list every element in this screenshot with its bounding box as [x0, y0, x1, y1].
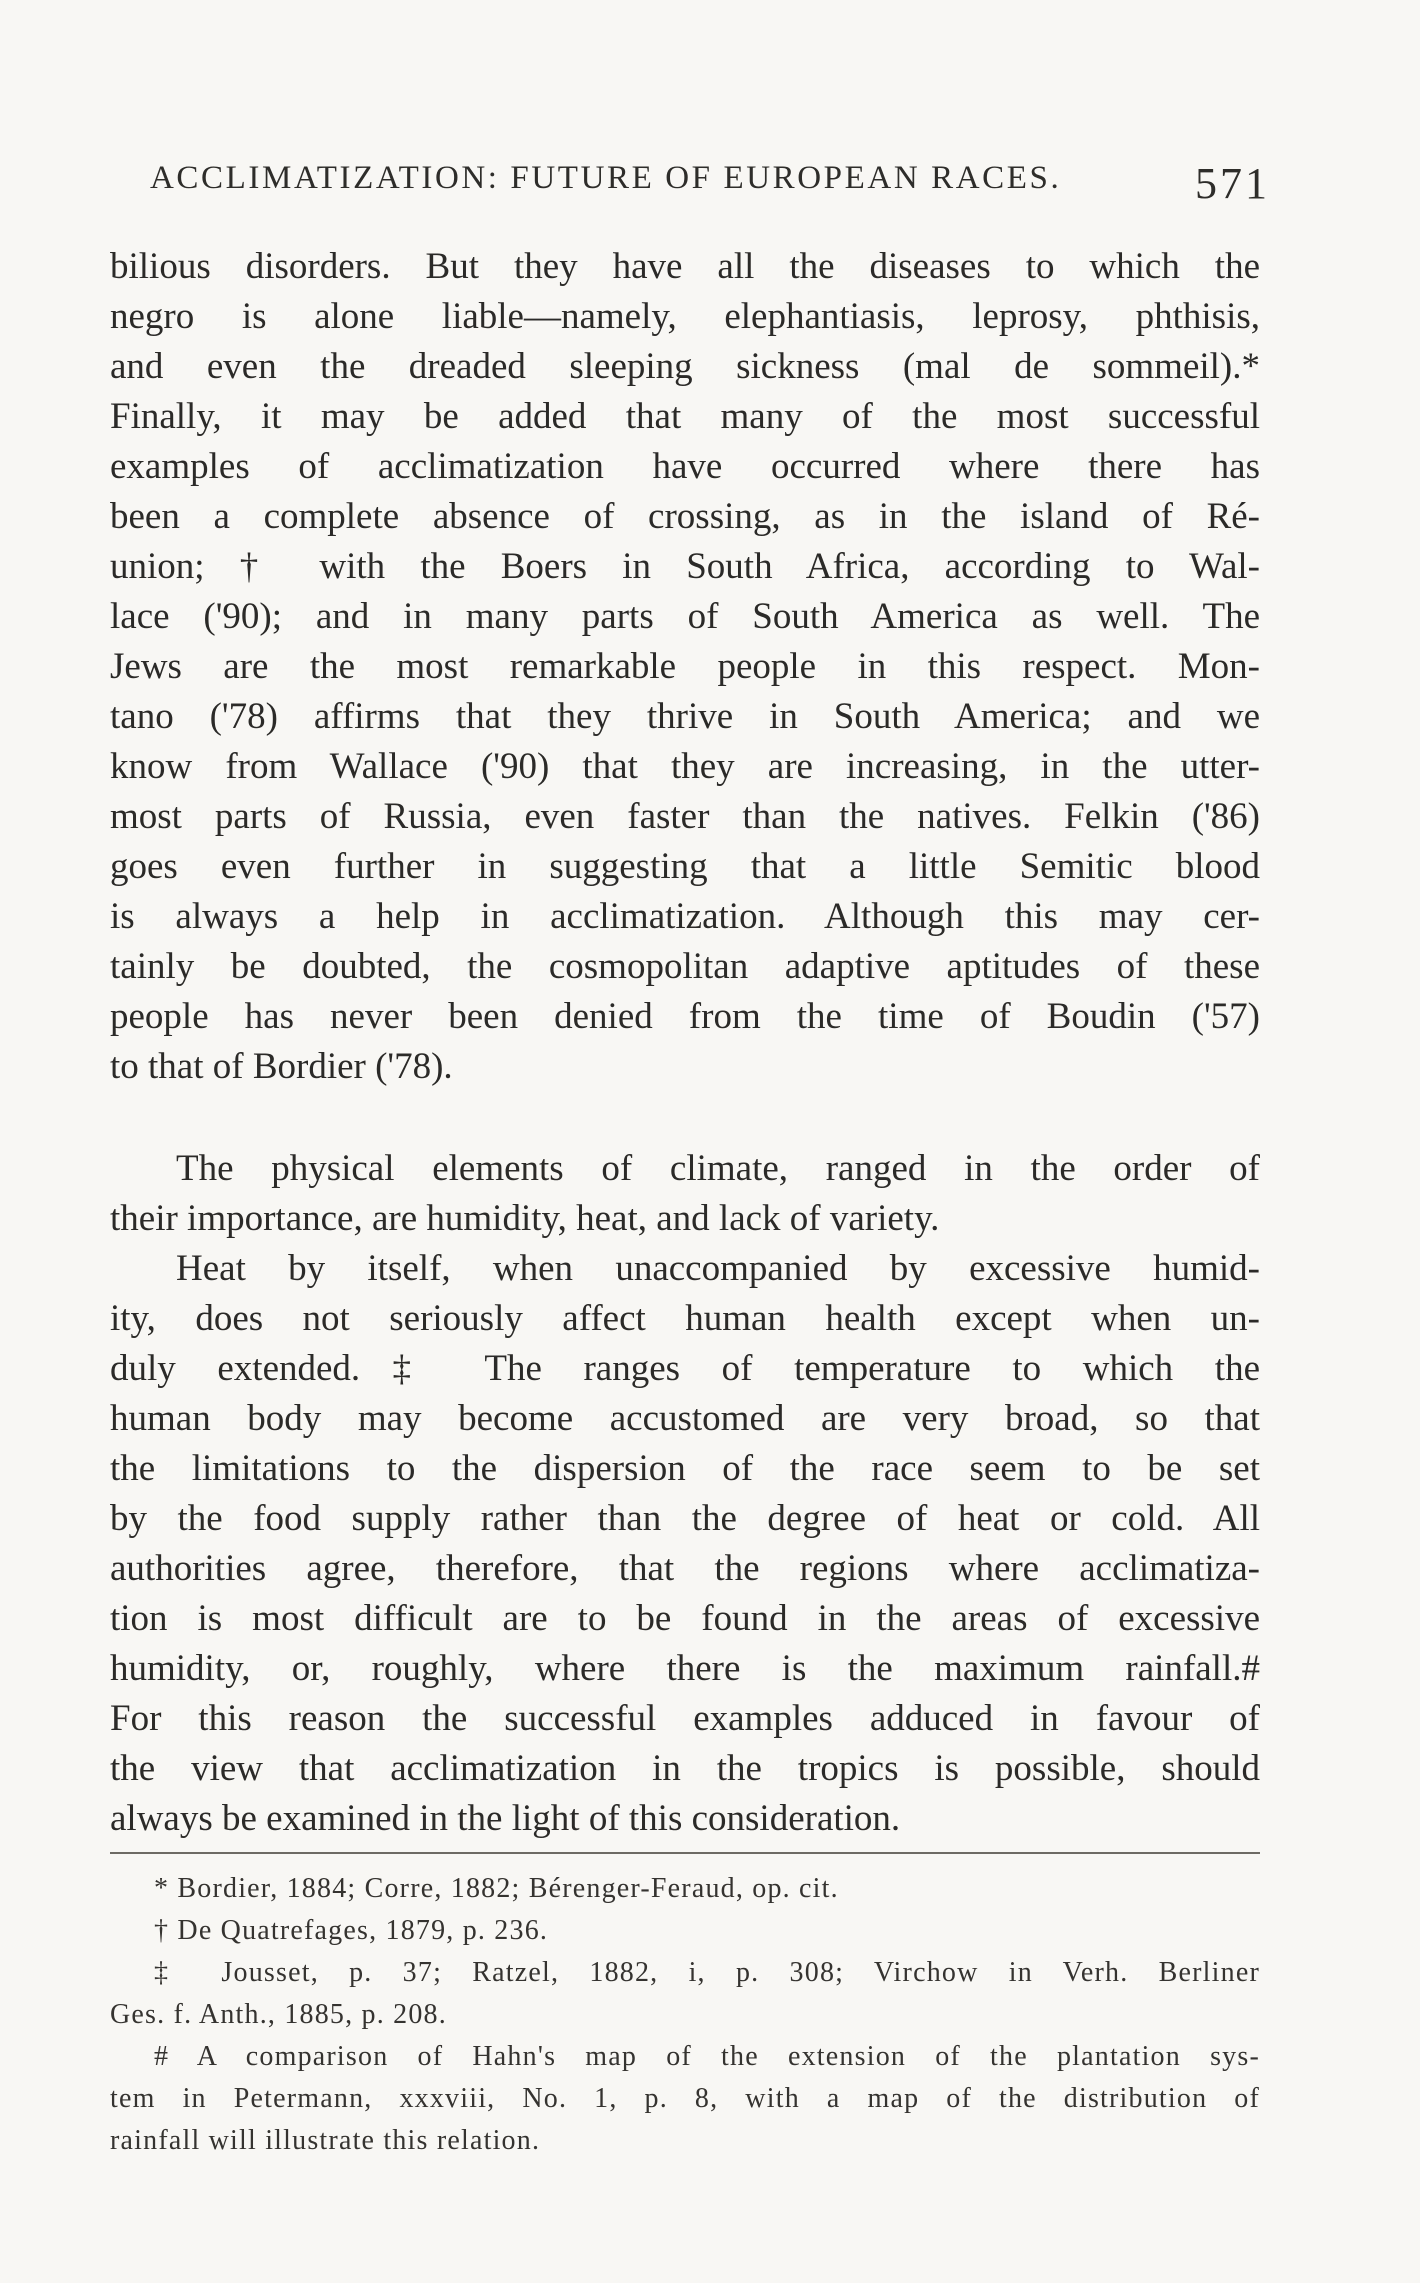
text-line: examples of acclimatization have occurred where there has	[110, 446, 1260, 487]
text-line: bilious disorders. But they have all the diseases to which the	[110, 246, 1260, 287]
text-line: authorities agree, therefore, that the regions where acclimatiza-	[110, 1548, 1260, 1589]
text-line: been a complete absence of crossing, as in the island of Ré-	[110, 496, 1260, 537]
page-number: 571	[1195, 159, 1270, 208]
footnote-3-continued: Ges. f. Anth., 1885, p. 208.	[110, 1999, 447, 2030]
text-line: Heat by itself, when unaccompanied by excessive humid-	[176, 1248, 1260, 1289]
footnote-4-end: rainfall will illustrate this relation.	[110, 2125, 541, 2156]
text-line: union; † with the Boers in South Africa, according to Wal-	[110, 546, 1260, 587]
text-line: and even the dreaded sleeping sickness (mal de sommeil).*	[110, 346, 1260, 387]
footnote-1: * Bordier, 1884; Corre, 1882; Bérenger-Feraud, op. cit.	[154, 1873, 839, 1904]
text-line: The physical elements of climate, ranged in the order of	[176, 1148, 1260, 1189]
text-line: negro is alone liable—namely, elephantiasis, leprosy, phthisis,	[110, 296, 1260, 337]
text-line: tano ('78) affirms that they thrive in South America; and we	[110, 696, 1260, 737]
text-line: by the food supply rather than the degree of heat or cold. All	[110, 1498, 1260, 1539]
text-line: most parts of Russia, even faster than the natives. Felkin ('86)	[110, 796, 1260, 837]
footnotes	[110, 1868, 1260, 2162]
text-line: their importance, are humidity, heat, and lack of variety.	[110, 1198, 940, 1239]
text-line: For this reason the successful examples adduced in favour of	[110, 1698, 1260, 1739]
main-text	[110, 242, 1260, 1092]
footnote-3: ‡ Jousset, p. 37; Ratzel, 1882, i, p. 308; Virchow in Verh. Berliner	[154, 1957, 1260, 1988]
text-line: humidity, or, roughly, where there is the maximum rainfall.#	[110, 1648, 1260, 1689]
footnote-divider	[110, 1852, 1260, 1854]
text-line: people has never been denied from the time of Boudin ('57)	[110, 996, 1260, 1037]
text-line: know from Wallace ('90) that they are increasing, in the utter-	[110, 746, 1260, 787]
footnote-4: # A comparison of Hahn's map of the extension of the plantation sys-	[154, 2041, 1260, 2072]
text-line: the view that acclimatization in the tropics is possible, should	[110, 1748, 1260, 1789]
text-line: goes even further in suggesting that a little Semitic blood	[110, 846, 1260, 887]
text-line: human body may become accustomed are very broad, so that	[110, 1398, 1260, 1439]
text-line: duly extended.‡ The ranges of temperature to which the	[110, 1348, 1260, 1389]
text-line: always be examined in the light of this consideration.	[110, 1798, 901, 1839]
running-head	[150, 158, 1270, 218]
text-line: tainly be doubted, the cosmopolitan adaptive aptitudes of these	[110, 946, 1260, 987]
text-line: the limitations to the dispersion of the race seem to be set	[110, 1448, 1260, 1489]
paragraph-2	[110, 1144, 1260, 1244]
footnote-4-continued: tem in Petermann, xxxviii, No. 1, p. 8, with a map of the distribution of	[110, 2083, 1260, 2114]
text-line: tion is most difficult are to be found in the areas of excessive	[110, 1598, 1260, 1639]
text-line: lace ('90); and in many parts of South America as well. The	[110, 596, 1260, 637]
paragraph-3	[110, 1244, 1260, 1844]
text-line: to that of Bordier ('78).	[110, 1046, 453, 1087]
text-line: Jews are the most remarkable people in this respect. Mon-	[110, 646, 1260, 687]
main-text-continued	[110, 1144, 1260, 1844]
text-line: is always a help in acclimatization. Although this may cer-	[110, 896, 1260, 937]
running-title: ACCLIMATIZATION: FUTURE OF EUROPEAN RACES.	[150, 160, 1062, 196]
footnote-2: † De Quatrefages, 1879, p. 236.	[154, 1915, 549, 1946]
text-line: Finally, it may be added that many of the most successful	[110, 396, 1260, 437]
text-line: ity, does not seriously affect human health except when un-	[110, 1298, 1260, 1339]
paragraph-1	[110, 242, 1260, 1092]
